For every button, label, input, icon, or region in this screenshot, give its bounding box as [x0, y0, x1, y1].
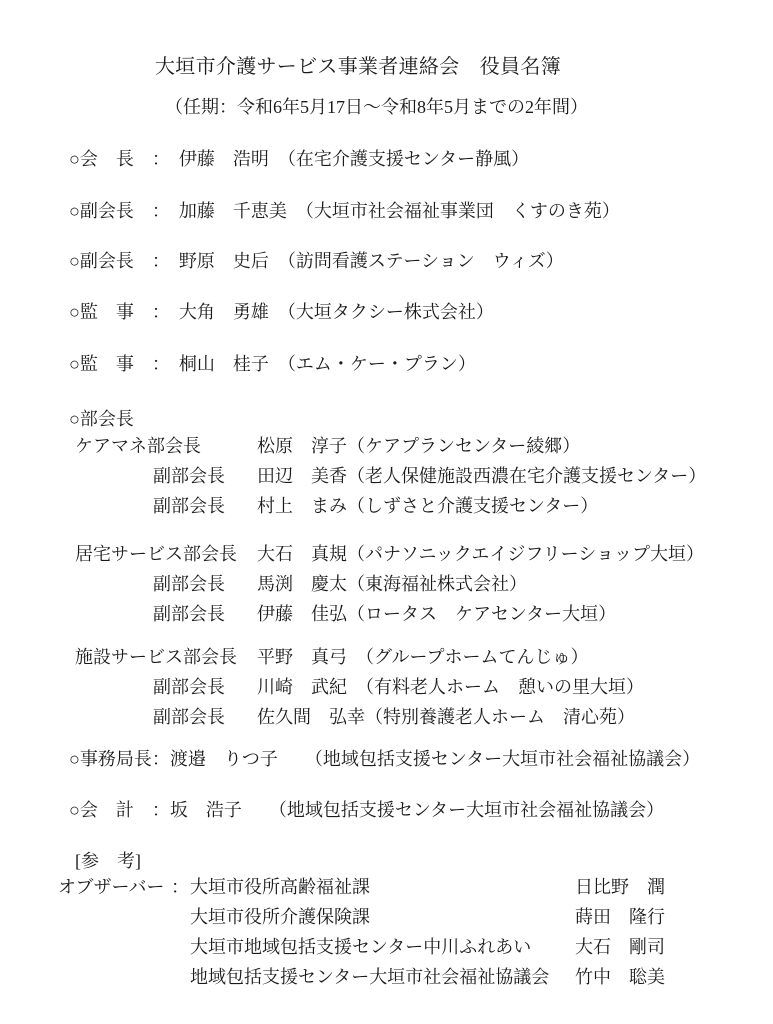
subcommittee-row	[75, 573, 527, 595]
observer-name: 蒔田 隆行	[575, 907, 665, 927]
subcommittee-row	[75, 646, 589, 668]
separator: ：	[133, 251, 179, 271]
officer-organization: （大垣タクシー株式会社）	[268, 302, 494, 322]
observer-name: 日比野 潤	[575, 877, 665, 897]
member-organization: （ロータス ケアセンター大垣）	[347, 604, 617, 624]
officer-role: ○監 事	[69, 354, 134, 374]
secretariat-row	[69, 799, 664, 821]
officer-name: 加藤 千恵美	[178, 201, 287, 221]
observer-name: 竹中 聡美	[575, 967, 665, 987]
officer-organization: （大垣市社会福祉事業団 くすのき苑）	[286, 201, 620, 221]
separator: ：	[133, 800, 170, 820]
member-name: 佐久間 弘幸	[257, 707, 365, 727]
observer-row	[58, 966, 665, 988]
member-name: 松原 淳子	[257, 436, 347, 456]
officer-organization: （地域包括支援センター大垣市社会福祉協議会）	[241, 800, 665, 820]
member-name: 平野 真弓	[257, 647, 347, 667]
separator: ：	[151, 749, 170, 769]
term-note: （任期：令和6年5月17日～令和8年5月までの2年間）	[165, 97, 588, 117]
page-title: 大垣市介護サービス事業者連絡会 役員名簿	[155, 56, 561, 78]
officer-name: 渡邉 りつ子	[169, 749, 278, 769]
officer-name: 伊藤 浩明	[178, 149, 269, 169]
member-organization: （パナソニックエイジフリーショップ大垣）	[347, 544, 704, 564]
officer-name: 大角 勇雄	[178, 302, 269, 322]
subcommittee-section-heading: ○部会長	[69, 409, 134, 429]
separator: ：	[171, 877, 189, 897]
subcommittee-role: 副部会長	[153, 574, 225, 594]
officer-row	[69, 148, 529, 170]
subcommittee-role: 副部会長	[153, 496, 225, 516]
subcommittee-role: 副部会長	[153, 466, 225, 486]
subcommittee-row	[75, 706, 635, 728]
officer-name: 坂 浩子	[169, 800, 242, 820]
member-organization: （グループホームてんじゅ）	[347, 647, 589, 667]
observer-organization: 大垣市役所介護保険課	[190, 907, 370, 927]
officer-organization: （訪問看護ステーション ウィズ）	[268, 251, 564, 271]
subcommittee-row	[75, 495, 598, 517]
officer-organization: （在宅介護支援センター静風）	[268, 149, 530, 169]
subcommittee-role: 居宅サービス部会長	[75, 544, 237, 564]
officer-row	[69, 250, 564, 272]
subcommittee-row	[75, 603, 616, 625]
subcommittee-row	[75, 465, 706, 487]
observer-organization: 大垣市役所高齢福祉課	[190, 877, 370, 897]
subcommittee-role: 施設サービス部会長	[75, 647, 237, 667]
subcommittee-role: 副部会長	[153, 677, 225, 697]
separator: ：	[133, 302, 179, 322]
member-name: 川崎 武紀	[257, 677, 347, 697]
officer-name: 野原 史后	[178, 251, 269, 271]
officer-role: ○監 事	[69, 302, 134, 322]
secretariat-row	[69, 748, 700, 770]
member-organization: （東海福祉株式会社）	[347, 574, 527, 594]
officer-role: ○副会長	[69, 201, 134, 221]
member-organization: （特別養護老人ホーム 清心苑）	[365, 707, 635, 727]
observer-organization: 地域包括支援センター大垣市社会福祉協議会	[190, 967, 550, 987]
subcommittee-role: 副部会長	[153, 707, 225, 727]
observer-organization: 大垣市地域包括支援センター中川ふれあい	[190, 937, 532, 957]
officer-role: ○会 計	[69, 800, 134, 820]
member-organization: （ケアプランセンター綾郷）	[347, 436, 581, 456]
member-name: 馬渕 慶太	[257, 574, 347, 594]
observer-row	[58, 876, 665, 898]
officer-row	[69, 200, 620, 222]
officer-row	[69, 353, 476, 375]
member-name: 村上 まみ	[257, 496, 347, 516]
member-name: 伊藤 佳弘	[257, 604, 347, 624]
separator: ：	[133, 149, 179, 169]
observer-row	[58, 936, 665, 958]
officer-role: ○事務局長	[69, 749, 152, 769]
officer-role: ○会 長	[69, 149, 134, 169]
separator: ：	[133, 354, 179, 374]
officer-name: 桐山 桂子	[178, 354, 269, 374]
member-name: 田辺 美香	[257, 466, 347, 486]
member-organization: （老人保健施設西濃在宅介護支援センター）	[347, 466, 707, 486]
officer-organization: （地域包括支援センター大垣市社会福祉協議会）	[277, 749, 701, 769]
member-name: 大石 真規	[257, 544, 347, 564]
member-organization: （有料老人ホーム 憩いの里大垣）	[347, 677, 644, 697]
officer-organization: （エム・ケー・プラン）	[268, 354, 476, 374]
subcommittee-row	[75, 435, 580, 457]
subcommittee-row	[75, 676, 644, 698]
observer-row	[58, 906, 665, 928]
reference-heading: [参 考]	[75, 851, 141, 871]
member-organization: （しずさと介護支援センター）	[347, 496, 599, 516]
subcommittee-role: ケアマネ部会長	[75, 436, 201, 456]
observer-name: 大石 剛司	[575, 937, 665, 957]
subcommittee-row	[75, 543, 704, 565]
officer-role: ○副会長	[69, 251, 134, 271]
observer-label: オブザーバー	[58, 877, 165, 897]
officer-row	[69, 301, 494, 323]
subcommittee-role: 副部会長	[153, 604, 225, 624]
separator: ：	[133, 201, 179, 221]
